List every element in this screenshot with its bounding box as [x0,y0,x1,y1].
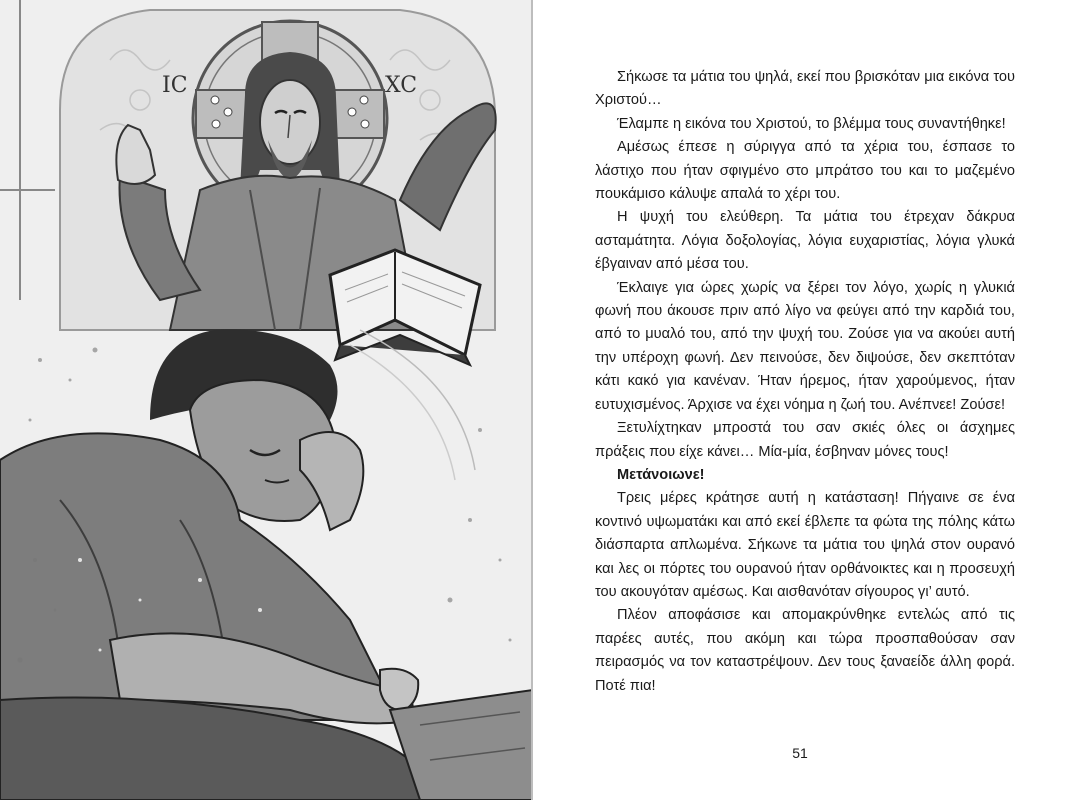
body-text [595,66,1015,698]
illustration [0,0,533,800]
paragraph: Σήκωσε τα μάτια του ψηλά, εκεί που βρισκόταν μια εικόνα του Χριστού… [595,69,1015,109]
paragraph: Έλαμπε η εικόνα του Χριστού, το βλέμμα τους συναντήθηκε! [617,115,1006,132]
page-number: 51 [792,745,808,761]
paragraph: Ξετυλίχτηκαν μπροστά του σαν σκιές όλες οι άσχημες πράξεις που είχε κάνει… Μία-μία, έσβηναν μόνες τους! [595,420,1015,460]
paragraph: Έκλαιγε για ώρες χωρίς να ξέρει τον λόγο, χωρίς η γλυκιά φωνή που άκουσε πριν από λίγο να φεύγει από την καρδιά του, από το μυαλό του, από την ψυχή του. Ζούσε για να ακούει αυτή την υπέροχη φωνή. Δεν πεινούσε, δεν διψούσε, δεν σκεπτόταν κάτι κακό για κανέναν. Ήταν ήρεμος, ήταν χαρούμενος, ήταν ευτυχισμένος. Άρχισε να έχει νόημα η ζωή του. Ανέπνεε! Ζούσε! [595,279,1015,413]
illustration-page [0,0,533,800]
paragraph: Η ψυχή του ελεύθερη. Τα μάτια του έτρεχαν δάκρυα ασταμάτητα. Λόγια δοξολογίας, λόγια ευχαριστίας, λόγια γλυκά έβγαιναν από μέσα του. [595,209,1015,273]
paragraph: Πλέον αποφάσισε και απομακρύνθηκε εντελώς από τις παρέες αυτές, που ακόμη και τώρα προσπαθούσαν σαν πειρασμός να τον καταστρέψουν. Δεν τους ξαναείδε άλλη φορά. Ποτέ πια! [595,607,1015,694]
resting-hand [380,669,418,710]
monogram-right: XC [385,73,418,98]
paragraph: Αμέσως έπεσε η σύριγγα από τα χέρια του, έσπασε το λάστιχο που ήταν σφιγμένο στο μπράτσο του και το μαζεμένο πουκάμισο κάλυψε απαλά το χέρι του. [595,139,1015,203]
paragraph: Τρεις μέρες κράτησε αυτή η κατάσταση! Πήγαινε σε ένα κοντινό υψωματάκι και από εκεί έβλεπε τα φώτα της πόλης κάτω διάσπαρτα απλωμένα. Σήκωνε τα μάτια του ψηλά στον ουρανό και λες οι πόρτες του ουρανού ήταν ορθάνοικτες και η προσευχή του ακουγόταν αμέσως. Και αισθανόταν σίγουρος γι’ αυτό. [595,490,1015,600]
emphasis-line: Μετάνοιωνε! [617,466,705,483]
text-page [533,0,1067,800]
monogram-left: IC [162,73,188,98]
